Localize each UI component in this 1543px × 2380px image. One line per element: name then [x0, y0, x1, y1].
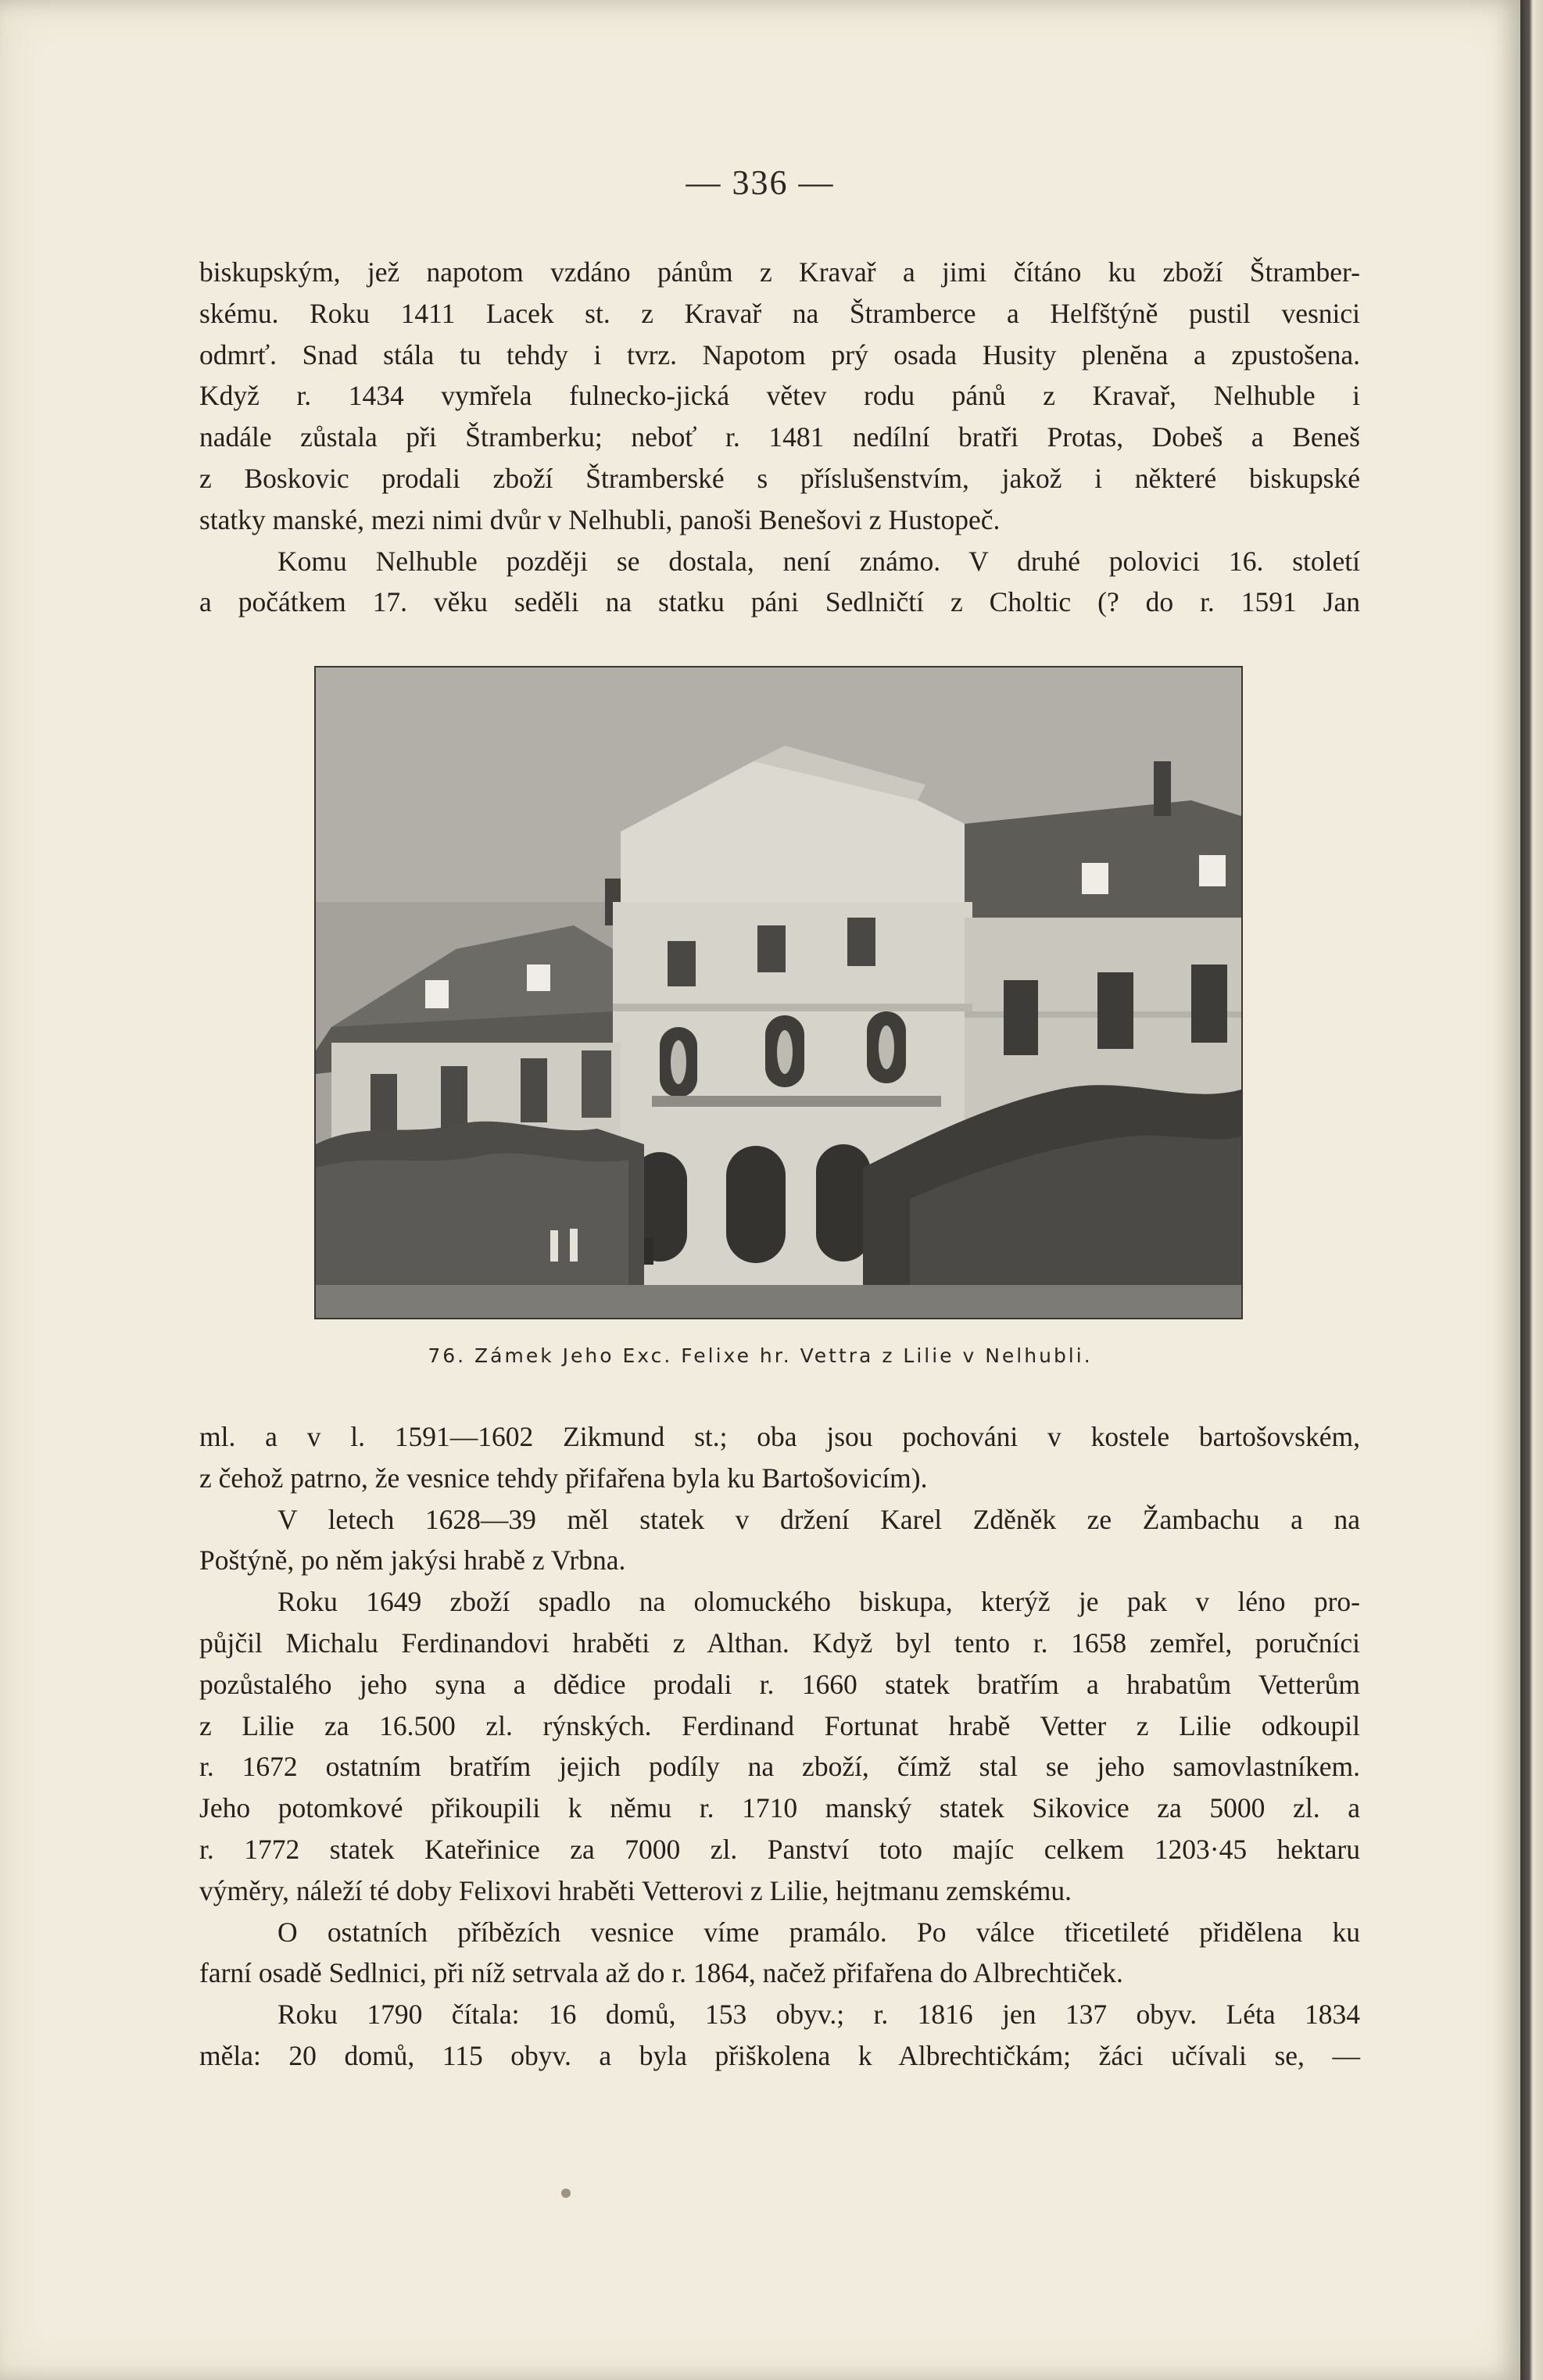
- line: r. 1672 ostatním bratřím jejich podíly na zboží, čímž stal se jeho samovlastníkem.: [199, 1751, 1360, 1783]
- line: biskupským, jež napotom vzdáno pánům z Kravař a jimi čítáno ku zboží Štramber-: [199, 256, 1360, 288]
- line: pozůstalého jeho syna a dědice prodali r. 1660 statek bratřím a hrabatům Vetterům: [199, 1668, 1360, 1700]
- paragraph-5: [199, 1581, 1360, 1911]
- line: výměry, náleží té doby Felixovi hraběti Vetterovi z Lilie, hejtmanu zemskému.: [199, 1874, 1072, 1906]
- line: skému. Roku 1411 Lacek st. z Kravař na Štramberce a Helfštýně pustil vesnici: [199, 297, 1360, 329]
- figure-caption: 76. Zámek Jeho Exc. Felixe hr. Vettra z Lilie v Nelhubli.: [428, 1344, 1093, 1367]
- line: Roku 1649 zboží spadlo na olomuckého biskupa, kterýž je pak v léno pro-: [277, 1586, 1360, 1618]
- page-number: — 336 —: [686, 163, 835, 202]
- line: O ostatních příbězích vesnice víme pramálo. Po válce třicetileté přidělena ku: [277, 1916, 1360, 1948]
- line: Když r. 1434 vymřela fulnecko-jická větev rodu pánů z Kravař, Nelhuble i: [199, 380, 1360, 412]
- line: ml. a v l. 1591—1602 Zikmund st.; oba jsou pochováni v kostele bartošovském,: [199, 1421, 1360, 1452]
- text-block-top: [199, 252, 1360, 623]
- line: r. 1772 statek Kateřinice za 7000 zl. Panství toto majíc celkem 1203·45 hektaru: [199, 1833, 1360, 1865]
- line: farní osadě Sedlnici, při níž setrvala až do r. 1864, načež přifařena do Albrechtiček.: [199, 1957, 1123, 1989]
- next-page-edge: [1520, 0, 1543, 2380]
- line: V letech 1628—39 měl statek v držení Karel Zděněk ze Žambachu a na: [277, 1503, 1360, 1535]
- text-block-bottom: [199, 1416, 1360, 2077]
- paragraph-6: [199, 1912, 1360, 1995]
- line: Komu Nelhuble později se dostala, není známo. V druhé polovici 16. století: [277, 545, 1360, 577]
- paragraph-4: [199, 1499, 1360, 1582]
- line: Jeho potomkové přikoupili k němu r. 1710 manský statek Sikovice za 5000 zl. a: [199, 1792, 1360, 1824]
- line: půjčil Michalu Ferdinandovi hraběti z Althan. Když byl tento r. 1658 zemřel, poručníci: [199, 1627, 1360, 1659]
- line: odmrť. Snad stála tu tehdy i tvrz. Napotom prý osada Husity plenĕna a zpustošena.: [199, 338, 1360, 370]
- line: a počátkem 17. věku seděli na statku páni Sedlničtí z Choltic (? do r. 1591 Jan: [199, 586, 1360, 618]
- chateau-photograph: [314, 666, 1243, 1319]
- paragraph-7: [199, 1994, 1360, 2077]
- line: z čehož patrno, že vesnice tehdy přifařena byla ku Bartošovicím).: [199, 1462, 928, 1494]
- paragraph-1: [199, 252, 1360, 541]
- paragraph-3: [199, 1416, 1360, 1499]
- line: z Lilie za 16.500 zl. rýnských. Ferdinand Fortunat hrabě Vetter z Lilie odkoupil: [199, 1709, 1360, 1741]
- stray-dot: [561, 2189, 571, 2198]
- line: Poštýně, po něm jakýsi hrabě z Vrbna.: [199, 1544, 626, 1577]
- line: statky manské, mezi nimi dvůr v Nelhubli, panoši Benešovi z Hustopeč.: [199, 503, 1001, 535]
- line: nadále zůstala při Štramberku; neboť r. 1481 nedílní bratři Protas, Dobeš a Beneš: [199, 421, 1360, 453]
- line: Roku 1790 čítala: 16 domů, 153 obyv.; r. 1816 jen 137 obyv. Léta 1834: [277, 1999, 1360, 2031]
- line: z Boskovic prodali zboží Štramberské s příslušenstvím, jakož i některé biskupské: [199, 462, 1360, 494]
- paragraph-2: [199, 541, 1360, 624]
- line: měla: 20 domů, 115 obyv. a byla přiškolena k Albrechtičkám; žáci učívali se, —: [199, 2039, 1360, 2071]
